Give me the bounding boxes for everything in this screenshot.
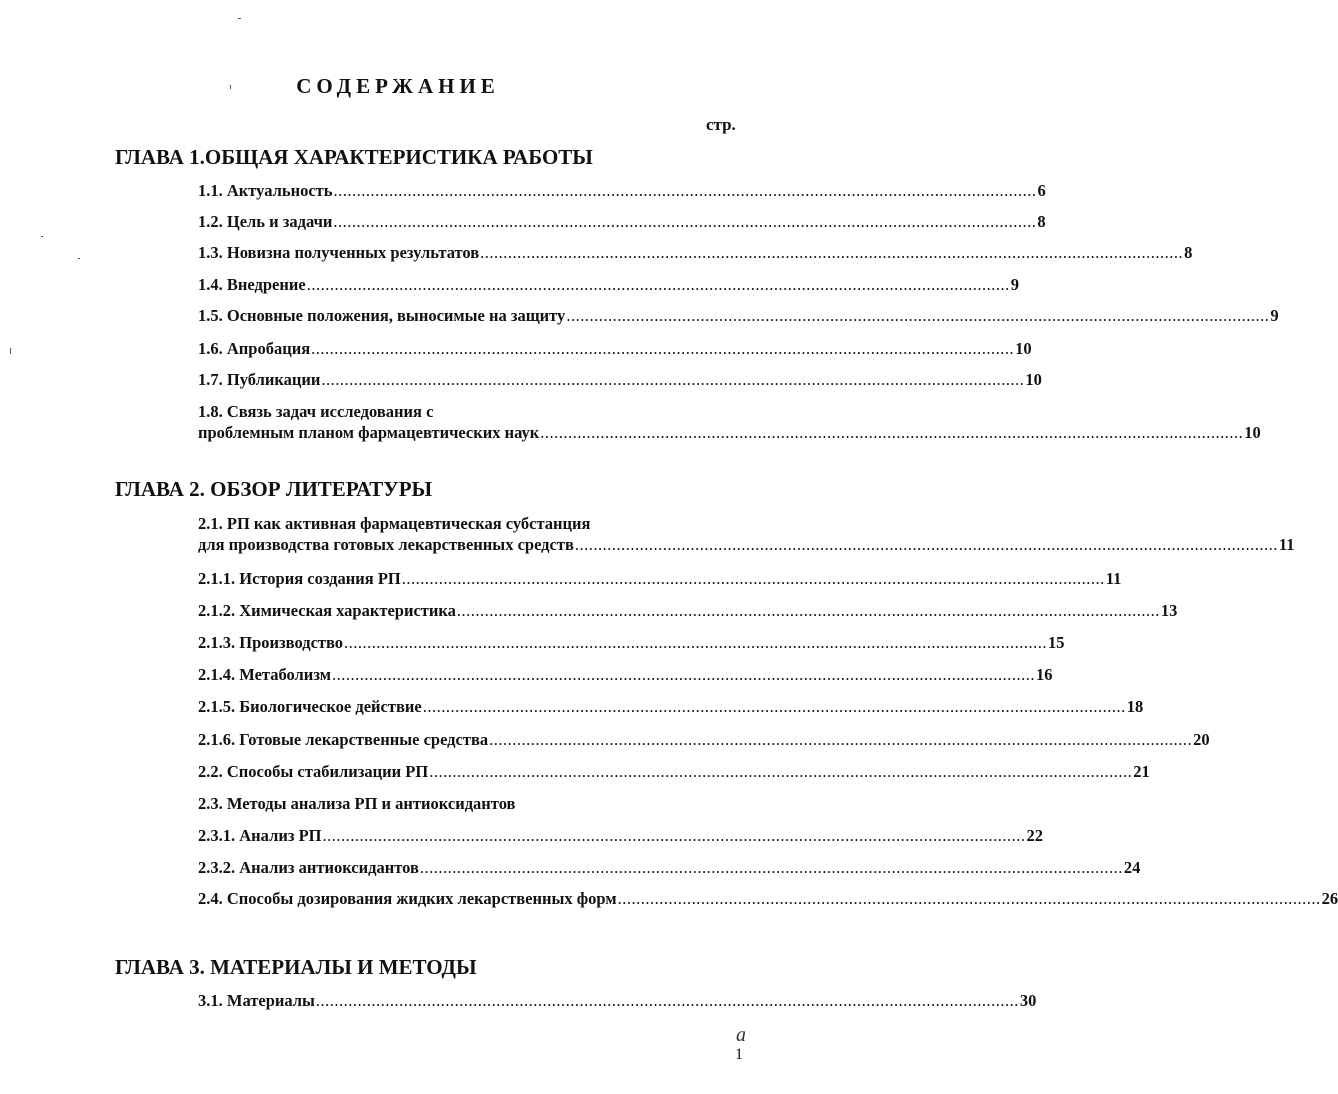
toc-page-number: 18 [1126,697,1144,716]
toc-page-number: 9 [1270,306,1279,325]
leader-dots: ........................................................................................................................................................ [344,633,1048,652]
toc-entry-2-3-2: 2.3.2. Анализ антиоксидантов ........................................................................................................................................................ 24 [198,858,1141,877]
toc-page-number: 8 [1037,212,1046,231]
leader-dots: ........................................................................................................................................................ [315,991,1019,1010]
toc-entry-2-2: 2.2. Способы стабилизации РП ........................................................................................................................................................ 21 [198,762,1150,781]
leader-dots: ........................................................................................................................................................ [321,370,1025,389]
scan-speck [230,85,231,89]
toc-page-number: 26 [1321,889,1338,908]
chapter-2-heading: ГЛАВА 2. ОБЗОР ЛИТЕРАТУРЫ [115,477,433,501]
scan-speck [238,18,241,19]
toc-page-number: 13 [1160,601,1178,620]
scan-speck [41,236,43,237]
chapter-1-heading: ГЛАВА 1.ОБЩАЯ ХАРАКТЕРИСТИКА РАБОТЫ [115,145,593,169]
leader-dots: ........................................................................................................................................................ [311,339,1015,358]
toc-page-number: 20 [1193,730,1210,749]
toc-page-number: 10 [1015,339,1032,358]
leader-dots: ........................................................................................................................................................ [566,306,1270,325]
toc-page-number: 9 [1010,275,1019,294]
leader-dots: ........................................................................................................................................................ [401,569,1105,588]
page-title: СОДЕРЖАНИЕ [296,74,500,98]
handwritten-mark: a [736,1024,746,1046]
leader-dots: ........................................................................................................................................................ [429,762,1133,781]
toc-page-number: 11 [1105,569,1122,588]
toc-entry-2-1-6: 2.1.6. Готовые лекарственные средства ........................................................................................................................................................ 20 [198,730,1210,749]
toc-entry-2-4: 2.4. Способы дозирования жидких лекарственных форм ........................................................................................................................................................ 26 [198,889,1338,908]
toc-page-number: 16 [1035,665,1053,684]
leader-dots: ........................................................................................................................................................ [333,212,1037,231]
scan-speck [10,348,11,354]
toc-page-number: 8 [1184,243,1193,262]
toc-page-number: 30 [1019,991,1037,1010]
leader-dots: ........................................................................................................................................................ [489,730,1193,749]
page-number: 1 [735,1046,743,1063]
toc-entry-1-4: 1.4. Внедрение ........................................................................................................................................................ 9 [198,275,1019,294]
toc-entry-1-1: 1.1. Актуальность ........................................................................................................................................................ 6 [198,181,1046,200]
toc-entry-2-3-1: 2.3.1. Анализ РП ........................................................................................................................................................ 22 [198,826,1044,845]
scan-speck [78,258,80,259]
toc-page-number: 15 [1048,633,1065,652]
toc-entry-2-1-1: 2.1.1. История создания РП ........................................................................................................................................................ 11 [198,569,1122,588]
leader-dots: ........................................................................................................................................................ [331,665,1035,684]
chapter-3-heading: ГЛАВА 3. МАТЕРИАЛЫ И МЕТОДЫ [115,955,477,979]
toc-page-number: 21 [1133,762,1150,781]
toc-entry-1-2: 1.2. Цель и задачи ........................................................................................................................................................ 8 [198,212,1046,231]
toc-page-number: 24 [1123,858,1141,877]
toc-page-number: 10 [1025,370,1042,389]
toc-entry-2-1-line1: 2.1. РП как активная фармацевтическая субстанция [198,514,591,533]
page-column-label: стр. [706,115,736,134]
toc-page-number: 11 [1278,535,1295,554]
toc-page-number: 6 [1037,181,1046,200]
leader-dots: ........................................................................................................................................................ [540,423,1244,442]
toc-page-number: 22 [1026,826,1044,845]
toc-entry-2-1: для производства готовых лекарственных средств ........................................................................................................................................................ 11 [198,535,1295,554]
leader-dots: ........................................................................................................................................................ [322,826,1026,845]
toc-entry-1-8-line1: 1.8. Связь задач исследования с [198,402,434,421]
leader-dots: ........................................................................................................................................................ [480,243,1184,262]
toc-entry-2-3: 2.3. Методы анализа РП и антиоксидантов [198,794,516,813]
leader-dots: ........................................................................................................................................................ [617,889,1321,908]
leader-dots: ........................................................................................................................................................ [333,181,1037,200]
toc-entry-3-1: 3.1. Материалы ........................................................................................................................................................ 30 [198,991,1037,1010]
leader-dots: ........................................................................................................................................................ [574,535,1278,554]
toc-entry-2-1-3: 2.1.3. Производство ........................................................................................................................................................ 15 [198,633,1065,652]
toc-entry-1-7: 1.7. Публикации ........................................................................................................................................................ 10 [198,370,1042,389]
toc-entry-2-1-5: 2.1.5. Биологическое действие ........................................................................................................................................................ 18 [198,697,1144,716]
leader-dots: ........................................................................................................................................................ [419,858,1123,877]
toc-page-number: 10 [1244,423,1261,442]
leader-dots: ........................................................................................................................................................ [306,275,1010,294]
toc-entry-1-8: проблемным планом фармацевтических наук ........................................................................................................................................................ 10 [198,423,1261,442]
toc-entry-2-1-2: 2.1.2. Химическая характеристика ........................................................................................................................................................ 13 [198,601,1178,620]
leader-dots: ........................................................................................................................................................ [456,601,1160,620]
toc-entry-2-1-4: 2.1.4. Метаболизм ........................................................................................................................................................ 16 [198,665,1053,684]
toc-entry-1-6: 1.6. Апробация ........................................................................................................................................................ 10 [198,339,1032,358]
toc-entry-1-5: 1.5. Основные положения, выносимые на защиту ........................................................................................................................................................ 9 [198,306,1279,325]
toc-entry-1-3: 1.3. Новизна полученных результатов ........................................................................................................................................................ 8 [198,243,1193,262]
leader-dots: ........................................................................................................................................................ [422,697,1126,716]
